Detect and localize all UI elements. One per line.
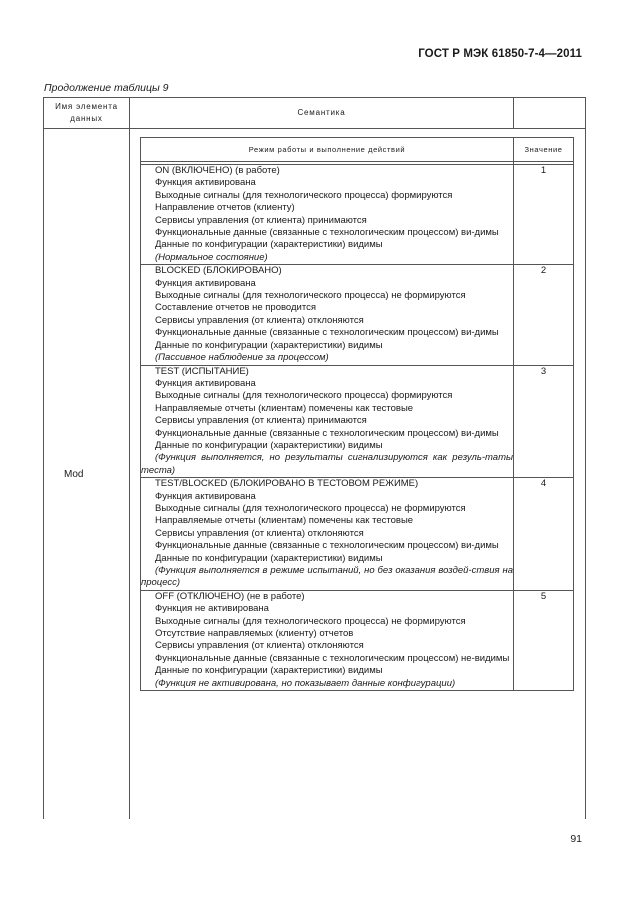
mode-description [141, 165, 514, 265]
mode-line: Функция активирована [155, 177, 256, 189]
mode-line: Функциональные данные (связанные с технологическим процессом) не-видимы [155, 652, 510, 664]
column-header-semantics: Семантика [130, 98, 514, 129]
table-continuation-caption: Продолжение таблицы 9 [44, 82, 169, 94]
mode-title: TEST/BLOCKED (БЛОКИРОВАНО В ТЕСТОВОМ РЕЖИМЕ) [155, 478, 419, 490]
mode-description [141, 265, 514, 365]
mode-line: Выходные сигналы (для технологического процесса) не формируются [155, 615, 466, 627]
mode-line: Функциональные данные (связанные с технологическим процессом) ви-димы [155, 327, 499, 339]
outer-table-header [44, 98, 586, 129]
mode-line: Сервисы управления (от клиента) принимаются [155, 415, 367, 427]
mode-note: (Пассивное наблюдение за процессом) [155, 352, 329, 364]
mode-title: TEST (ИСПЫТАНИЕ) [155, 365, 249, 377]
mode-line: Сервисы управления (от клиента) отклоняются [155, 640, 364, 652]
mode-row [141, 365, 574, 478]
mode-value: 5 [514, 590, 574, 690]
mode-note: (Функция выполняется в режиме испытаний, но без оказания воздей-ствия на процесс) [141, 565, 513, 589]
mode-value: 3 [514, 365, 574, 478]
data-element-name: Mod [44, 129, 130, 820]
column-header-mode: Режим работы и выполнение действий [141, 138, 514, 162]
outer-table-row [44, 129, 586, 820]
mode-title: BLOCKED (БЛОКИРОВАНО) [155, 265, 282, 277]
mode-line: Сервисы управления (от клиента) отклоняются [155, 314, 364, 326]
mode-line: Функциональные данные (связанные с технологическим процессом) ви-димы [155, 427, 499, 439]
mode-value: 1 [514, 165, 574, 265]
modes-table-header [141, 138, 574, 162]
column-header-name-text: Имя элемента данных [55, 102, 118, 123]
mode-title: ON (ВКЛЮЧЕНО) (в работе) [155, 165, 280, 176]
mode-note: (Функция выполняется, но результаты сигнализируются как резуль-таты теста) [141, 452, 513, 476]
mode-line: Направление отчетов (клиенту) [155, 202, 295, 214]
mode-line: Функция активирована [155, 277, 256, 289]
mode-row [141, 478, 574, 591]
mode-title: OFF (ОТКЛЮЧЕНО) (не в работе) [155, 590, 305, 602]
mode-line: Данные по конфигурации (характеристики) видимы [155, 552, 383, 564]
mode-note: (Функция не активирована, но показывает данные конфигурации) [155, 677, 456, 689]
mode-line: Данные по конфигурации (характеристики) видимы [155, 665, 383, 677]
column-header-empty [514, 98, 586, 129]
column-header-value: Значение [514, 138, 574, 162]
mode-value: 2 [514, 265, 574, 365]
modes-table [140, 137, 574, 691]
mode-value: 4 [514, 478, 574, 591]
mode-note: (Нормальное состояние) [155, 251, 268, 263]
mode-line: Функциональные данные (связанные с технологическим процессом) ви-димы [155, 227, 499, 239]
mode-line: Выходные сигналы (для технологического процесса) не формируются [155, 290, 466, 302]
mode-line: Сервисы управления (от клиента) отклоняются [155, 527, 364, 539]
mode-line: Выходные сигналы (для технологического процесса) формируются [155, 390, 453, 402]
mode-line: Составление отчетов не проводится [155, 302, 316, 314]
mode-description [141, 478, 514, 591]
mode-description [141, 365, 514, 478]
mode-line: Данные по конфигурации (характеристики) видимы [155, 339, 383, 351]
mode-row [141, 165, 574, 265]
mode-line: Функция не активирована [155, 603, 269, 615]
mode-row [141, 265, 574, 365]
semantics-cell [130, 129, 586, 820]
mode-line: Направляемые отчеты (клиентам) помечены как тестовые [155, 402, 414, 414]
mode-line: Данные по конфигурации (характеристики) видимы [155, 239, 383, 251]
outer-table [43, 97, 586, 819]
mode-line: Сервисы управления (от клиента) принимаются [155, 214, 367, 226]
page-number: 91 [570, 833, 582, 845]
mode-row [141, 590, 574, 690]
column-header-name [44, 98, 130, 129]
mode-line: Функция активирована [155, 490, 256, 502]
mode-line: Выходные сигналы (для технологического процесса) формируются [155, 189, 453, 201]
document-header: ГОСТ Р МЭК 61850-7-4—2011 [418, 48, 582, 60]
mode-line: Функциональные данные (связанные с технологическим процессом) ви-димы [155, 540, 499, 552]
mode-line: Данные по конфигурации (характеристики) видимы [155, 439, 383, 451]
mode-line: Выходные сигналы (для технологического процесса) не формируются [155, 502, 466, 514]
mode-line: Функция активирована [155, 377, 256, 389]
mode-description [141, 590, 514, 690]
mode-line: Направляемые отчеты (клиентам) помечены как тестовые [155, 515, 414, 527]
mode-line: Отсутствие направляемых (клиенту) отчетов [155, 628, 354, 640]
